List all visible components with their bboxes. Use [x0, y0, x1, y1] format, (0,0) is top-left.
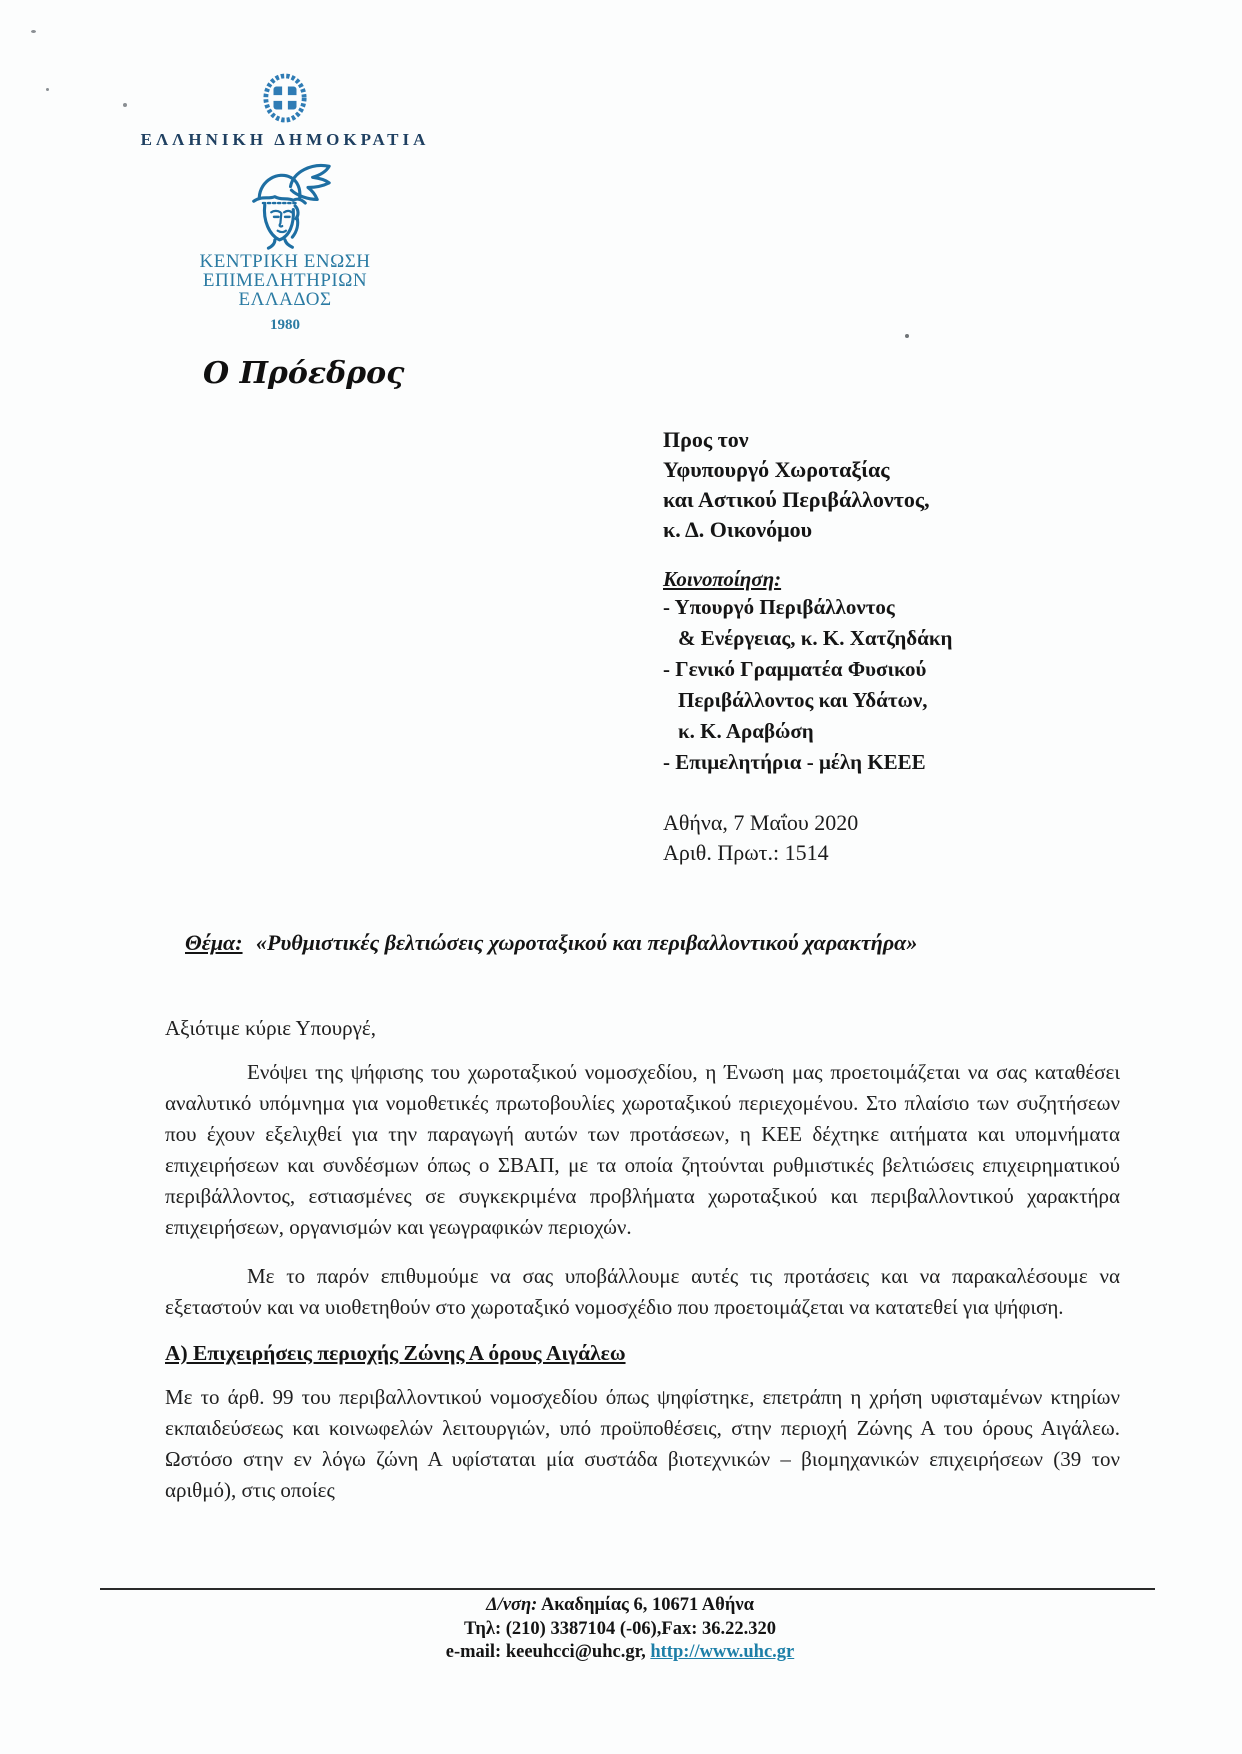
footer-address-line: [140, 1594, 1100, 1618]
footer-contact-line: [140, 1641, 1100, 1665]
letterhead: [135, 72, 435, 334]
greek-coat-of-arms-icon: [262, 72, 308, 124]
president-title: Ο Πρόεδρος: [203, 356, 405, 391]
footer-email: keeuhcci@uhc.gr,: [505, 1642, 646, 1662]
scan-speck: [31, 30, 36, 33]
body-paragraph-3: Με το άρθ. 99 του περιβαλλοντικού νομοσχεδίου όπως ψηφίστηκε, επετράπη η χρήση υφισταμένων κτηρίων εκπαιδεύσεως και κοινωφελών λειτουργιών, υπό προϋποθέσεις, στην περιοχή Ζώνης Α του όρους Αιγάλεω. Ωστόσο στην εν λόγω ζώνη Α υφίσταται μία συστάδα βιοτεχνικών – βιομηχανικών επιχειρήσεων (39 τον αριθμό), στις οποίες: [165, 1385, 1120, 1502]
cc-item: - Υπουργό Περιβάλλοντος: [663, 595, 895, 619]
cc-label: Κοινοποίηση:: [663, 567, 782, 591]
salutation: Αξιότιμε κύριε Υπουργέ,: [165, 1016, 376, 1040]
founding-year: 1980: [270, 317, 300, 333]
org-name-line1: ΚΕΝΤΡΙΚΗ ΕΝΩΣΗ: [199, 251, 371, 272]
recipient-line: Υφυπουργό Χωροταξίας: [663, 457, 890, 482]
dateline-block: [663, 808, 1093, 868]
hermes-head-logo-icon: [231, 158, 339, 250]
footer-address-label: Δ/νση:: [486, 1595, 538, 1615]
subject-line: [185, 930, 1120, 956]
recipient-line: κ. Δ. Οικονόμου: [663, 517, 813, 542]
letter-body: [165, 1016, 1120, 1524]
org-name-line3: ΕΛΛΑΔΟΣ: [238, 289, 332, 310]
cc-item: - Γενικό Γραμματέα Φυσικού: [663, 657, 927, 681]
body-paragraph-1: Ενόψει της ψήφισης του χωροταξικού νομοσχεδίου, η Ένωση μας προετοιμάζεται να σας καταθέσει αναλυτικό υπόμνημα για νομοθετικές πρωτοβουλίες χωροταξικού περιεχομένου. Στο πλαίσιο των συζητήσεων που έχουν εξελιχθεί για την παραγωγή αυτών των προτάσεων, η ΚΕΕ δέχτηκε αιτήματα και υπομνήματα επιχειρήσεων και συνδέσμων όπως ο ΣΒΑΠ, με τα οποία ζητούνται ρυθμιστικές βελτιώσεις επιχειρηματικού περιβάλλοντος, εστιασμένες σε συγκεκριμένα προβλήματα χωροταξικού και περιβαλλοντικού χαρακτήρα επιχειρήσεων, οργανισμών και γεωγραφικών περιοχών.: [165, 1060, 1120, 1239]
org-name-line2: ΕΠΙΜΕΛΗΤΗΡΙΩΝ: [202, 270, 368, 291]
protocol-number: Αριθ. Πρωτ.: 1514: [663, 840, 829, 865]
subject-text: «Ρυθμιστικές βελτιώσεις χωροταξικού και περιβαλλοντικού χαρακτήρα»: [256, 930, 918, 955]
footer-phone-line: Τηλ: (210) 3387104 (-06),Fax: 36.22.320: [463, 1618, 777, 1639]
recipient-line: Προς τον: [663, 427, 749, 452]
place-and-date: Αθήνα, 7 Μαΐου 2020: [663, 810, 859, 835]
footer-website-link[interactable]: http://www.uhc.gr: [650, 1642, 795, 1662]
section-a-heading: Α) Επιχειρήσεις περιοχής Ζώνης Α όρους Αιγάλεω: [165, 1341, 626, 1365]
cc-item: & Ενέργειας, κ. Κ. Χατζηδάκη: [678, 626, 953, 650]
footer: [140, 1594, 1100, 1665]
body-paragraph-2: Με το παρόν επιθυμούμε να σας υποβάλλουμε αυτές τις προτάσεις και να παρακαλέσουμε να εξεταστούν και να υιοθετηθούν στο χωροταξικό νομοσχέδιο που προετοιμάζεται να κατατεθεί για ψήφιση.: [165, 1264, 1120, 1319]
recipient-line: και Αστικού Περιβάλλοντος,: [663, 487, 930, 512]
scan-speck: [905, 334, 909, 338]
footer-address: Ακαδημίας 6, 10671 Αθήνα: [540, 1595, 754, 1615]
cc-item: - Επιμελητήρια - μέλη ΚΕΕΕ: [663, 750, 926, 774]
cc-item: Περιβάλλοντος και Υδάτων,: [678, 688, 928, 712]
republic-title: ΕΛΛΗΝΙΚΗ ΔΗΜΟΚΡΑΤΙΑ: [140, 130, 430, 149]
cc-item: κ. Κ. Αραβώση: [678, 719, 814, 743]
scan-speck: [123, 103, 127, 107]
footer-divider: [100, 1588, 1155, 1590]
recipient-block: [663, 425, 1093, 868]
subject-label: Θέμα:: [185, 930, 243, 955]
scan-speck: [46, 88, 49, 91]
footer-email-label: e-mail:: [445, 1642, 502, 1662]
